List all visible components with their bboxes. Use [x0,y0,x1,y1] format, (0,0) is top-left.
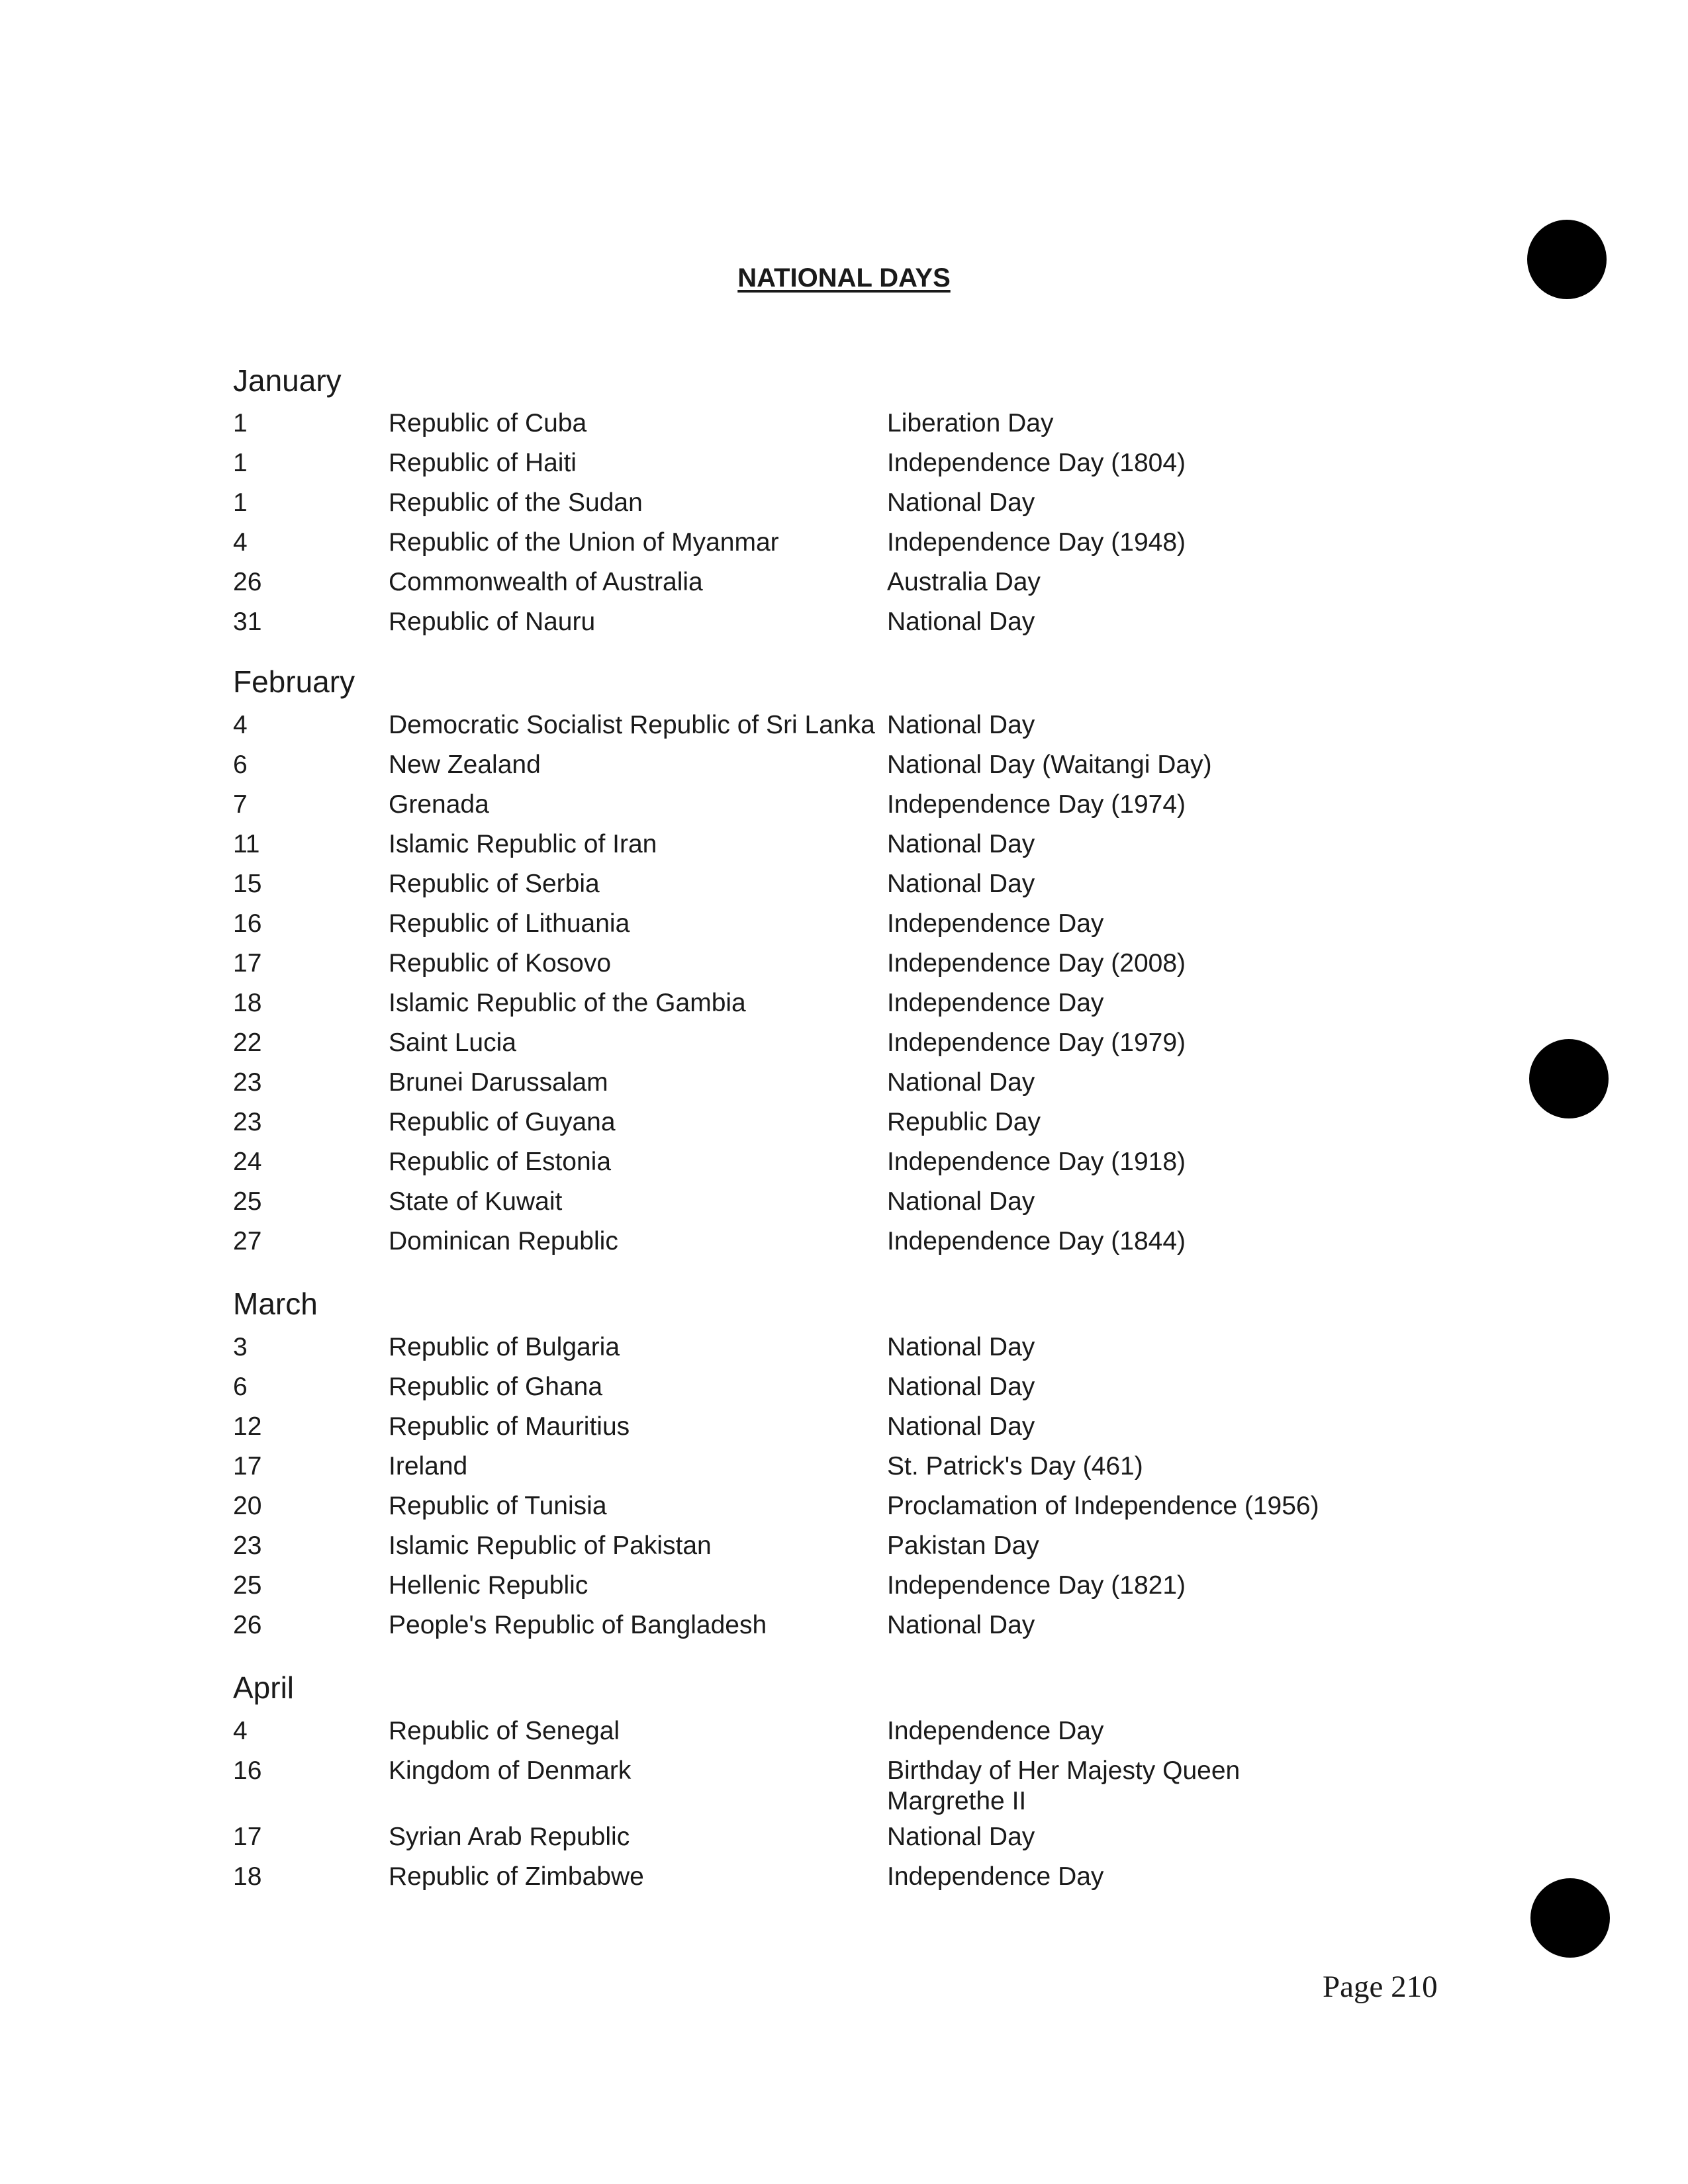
entry-country: Republic of Zimbabwe [389,1862,644,1891]
entry-occasion: National Day [887,830,1035,858]
entry-day: 16 [233,1756,262,1785]
entry-day: 25 [233,1187,262,1216]
entry-occasion: Independence Day (1844) [887,1227,1186,1255]
entry-day: 23 [233,1108,262,1136]
entry-country: Republic of Ghana [389,1373,603,1401]
entry-occasion: Republic Day [887,1108,1041,1136]
entry-day: 1 [233,449,248,477]
entry-country: Brunei Darussalam [389,1068,608,1097]
entry-country: Hellenic Republic [389,1571,588,1600]
entry-country: Islamic Republic of Pakistan [389,1531,712,1560]
entry-day: 11 [233,830,260,858]
entry-country: Democratic Socialist Republic of Sri Lanka [389,711,875,739]
entry-occasion: National Day [887,608,1035,636]
entry-country: Republic of Estonia [389,1148,612,1176]
entry-day: 26 [233,1611,262,1639]
entry-occasion: National Day [887,1412,1035,1441]
entry-country: Ireland [389,1452,468,1480]
entry-day: 6 [233,1373,248,1401]
month-heading-january: January [233,363,342,398]
page-number: Page 210 [1323,1970,1438,2004]
entry-day: 20 [233,1492,262,1520]
entry-day: 16 [233,909,262,938]
entry-occasion: St. Patrick's Day (461) [887,1452,1143,1480]
entry-country: Republic of Haiti [389,449,577,477]
entry-day: 3 [233,1333,248,1361]
entry-day: 18 [233,989,262,1017]
entry-occasion: National Day [887,1611,1035,1639]
entry-day: 4 [233,711,248,739]
entry-occasion: Proclamation of Independence (1956) [887,1492,1319,1520]
entry-occasion: Independence Day [887,1717,1104,1745]
entry-day: 17 [233,1452,262,1480]
entry-country: Commonwealth of Australia [389,568,703,596]
entry-country: Islamic Republic of Iran [389,830,657,858]
entry-occasion: Independence Day (1821) [887,1571,1186,1600]
entry-day: 24 [233,1148,262,1176]
entry-occasion: Birthday of Her Majesty Queen Margrethe II [887,1756,1241,1815]
entry-occasion: National Day [887,1373,1035,1401]
entry-occasion: Australia Day [887,568,1041,596]
entry-occasion: Independence Day [887,909,1104,938]
page-title: NATIONAL DAYS [737,263,951,293]
entry-country: Republic of Lithuania [389,909,630,938]
entry-occasion: National Day [887,1333,1035,1361]
entry-country: Republic of Kosovo [389,949,612,978]
entry-day: 17 [233,949,262,978]
entry-country: Saint Lucia [389,1028,516,1057]
entry-occasion: National Day [887,870,1035,898]
entry-country: Republic of Mauritius [389,1412,630,1441]
entry-country: Syrian Arab Republic [389,1823,630,1851]
entry-day: 31 [233,608,262,636]
entry-day: 6 [233,751,248,779]
entry-country: Islamic Republic of the Gambia [389,989,746,1017]
entry-day: 7 [233,790,248,819]
entry-country: Republic of Cuba [389,409,587,437]
punch-hole-middle [1529,1039,1609,1118]
entry-country: Republic of the Union of Myanmar [389,528,779,557]
month-heading-february: February [233,664,355,699]
month-heading-march: March [233,1287,318,1321]
entry-day: 22 [233,1028,262,1057]
entry-day: 23 [233,1531,262,1560]
entry-country: Republic of Senegal [389,1717,620,1745]
entry-occasion: National Day [887,711,1035,739]
entry-occasion: National Day [887,488,1035,517]
entry-country: Kingdom of Denmark [389,1756,632,1785]
entry-occasion: Independence Day (1979) [887,1028,1186,1057]
entry-occasion: Independence Day (1804) [887,449,1186,477]
entry-day: 4 [233,1717,248,1745]
entry-occasion: Independence Day (1948) [887,528,1186,557]
entry-occasion: Independence Day (1918) [887,1148,1186,1176]
entry-day: 12 [233,1412,262,1441]
entry-country: Grenada [389,790,489,819]
entry-occasion: Liberation Day [887,409,1054,437]
entry-occasion: National Day [887,1823,1035,1851]
entry-occasion: Independence Day (2008) [887,949,1186,978]
entry-occasion: Independence Day [887,989,1104,1017]
entry-day: 4 [233,528,248,557]
entry-occasion: Independence Day (1974) [887,790,1186,819]
entry-day: 18 [233,1862,262,1891]
entry-country: Republic of Bulgaria [389,1333,620,1361]
entry-day: 1 [233,409,248,437]
entry-day: 27 [233,1227,262,1255]
entry-country: New Zealand [389,751,541,779]
entry-occasion: Pakistan Day [887,1531,1039,1560]
entry-country: Republic of Serbia [389,870,600,898]
entry-country: People's Republic of Bangladesh [389,1611,767,1639]
entry-occasion: National Day (Waitangi Day) [887,751,1212,779]
entry-country: Republic of Nauru [389,608,596,636]
entry-country: Dominican Republic [389,1227,618,1255]
punch-hole-bottom [1530,1878,1610,1958]
entry-country: State of Kuwait [389,1187,563,1216]
entry-day: 1 [233,488,248,517]
entry-day: 17 [233,1823,262,1851]
entry-country: Republic of Tunisia [389,1492,607,1520]
entry-country: Republic of the Sudan [389,488,643,517]
entry-occasion: National Day [887,1068,1035,1097]
entry-day: 26 [233,568,262,596]
entry-day: 25 [233,1571,262,1600]
entry-day: 15 [233,870,262,898]
entry-occasion: Independence Day [887,1862,1104,1891]
entry-country: Republic of Guyana [389,1108,616,1136]
entry-day: 23 [233,1068,262,1097]
month-heading-april: April [233,1670,295,1705]
entry-occasion: National Day [887,1187,1035,1216]
